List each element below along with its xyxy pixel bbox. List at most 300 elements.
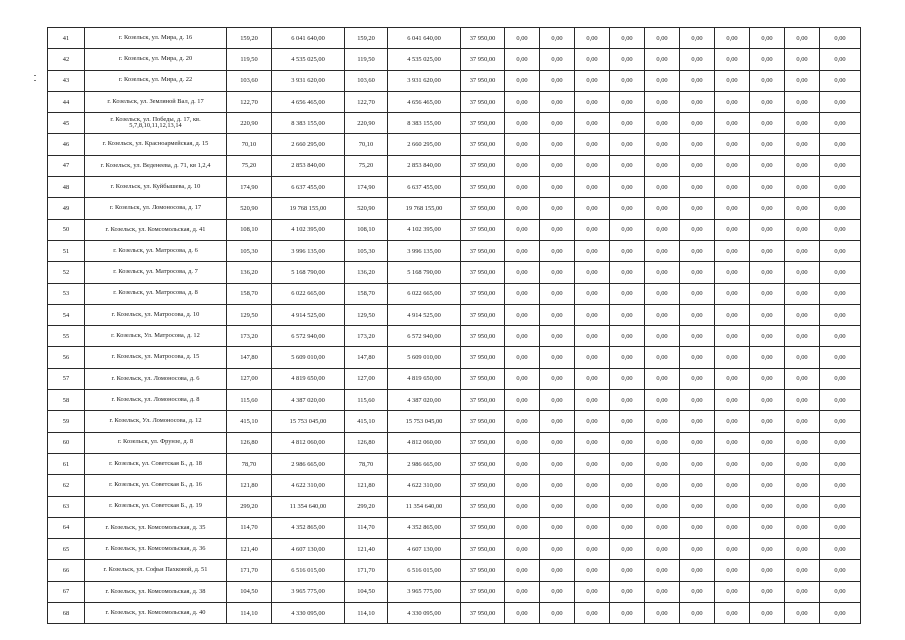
amount-cell: 0,00 xyxy=(505,304,540,325)
amount-cell: 0,00 xyxy=(715,453,750,474)
amount-cell: 0,00 xyxy=(645,347,680,368)
amount-cell: 0,00 xyxy=(505,70,540,91)
row-number-cell: 67 xyxy=(48,581,85,602)
amount-cell: 0,00 xyxy=(540,91,575,112)
area-cell: 104,50 xyxy=(227,581,272,602)
table-row xyxy=(48,390,861,411)
amount-cell: 0,00 xyxy=(540,496,575,517)
cost-cell: 4 812 060,00 xyxy=(388,432,461,453)
rate-cell: 37 950,00 xyxy=(461,603,505,624)
area-cell: 126,80 xyxy=(345,432,388,453)
amount-cell: 0,00 xyxy=(575,368,610,389)
amount-cell: 0,00 xyxy=(540,390,575,411)
cost-cell: 6 572 940,00 xyxy=(272,326,345,347)
rate-cell: 37 950,00 xyxy=(461,539,505,560)
cost-cell: 4 330 095,00 xyxy=(272,603,345,624)
amount-cell: 0,00 xyxy=(715,581,750,602)
amount-cell: 0,00 xyxy=(645,390,680,411)
amount-cell: 0,00 xyxy=(715,240,750,261)
cost-cell: 4 914 525,00 xyxy=(388,304,461,325)
amount-cell: 0,00 xyxy=(575,283,610,304)
row-number-cell: 62 xyxy=(48,475,85,496)
amount-cell: 0,00 xyxy=(750,113,785,134)
table-row xyxy=(48,411,861,432)
amount-cell: 0,00 xyxy=(610,411,645,432)
amount-cell: 0,00 xyxy=(785,134,820,155)
amount-cell: 0,00 xyxy=(645,49,680,70)
amount-cell: 0,00 xyxy=(540,560,575,581)
amount-cell: 0,00 xyxy=(505,113,540,134)
amount-cell: 0,00 xyxy=(610,603,645,624)
area-cell: 220,90 xyxy=(227,113,272,134)
area-cell: 415,10 xyxy=(345,411,388,432)
amount-cell: 0,00 xyxy=(645,155,680,176)
amount-cell: 0,00 xyxy=(820,368,861,389)
amount-cell: 0,00 xyxy=(715,49,750,70)
area-cell: 127,00 xyxy=(227,368,272,389)
cost-cell: 3 931 620,00 xyxy=(388,70,461,91)
area-cell: 108,10 xyxy=(345,219,388,240)
amount-cell: 0,00 xyxy=(715,496,750,517)
table-row xyxy=(48,368,861,389)
amount-cell: 0,00 xyxy=(645,262,680,283)
cost-cell: 3 996 135,00 xyxy=(388,240,461,261)
amount-cell: 0,00 xyxy=(715,475,750,496)
amount-cell: 0,00 xyxy=(575,603,610,624)
area-cell: 105,30 xyxy=(227,240,272,261)
amount-cell: 0,00 xyxy=(575,432,610,453)
cost-cell: 4 387 020,00 xyxy=(388,390,461,411)
amount-cell: 0,00 xyxy=(785,262,820,283)
cost-cell: 6 516 015,00 xyxy=(388,560,461,581)
cost-cell: 4 656 465,00 xyxy=(272,91,345,112)
area-cell: 75,20 xyxy=(345,155,388,176)
amount-cell: 0,00 xyxy=(505,219,540,240)
scan-mark xyxy=(34,80,36,81)
amount-cell: 0,00 xyxy=(785,198,820,219)
amount-cell: 0,00 xyxy=(680,475,715,496)
area-cell: 171,70 xyxy=(227,560,272,581)
cost-cell: 19 768 155,00 xyxy=(272,198,345,219)
cost-cell: 5 609 010,00 xyxy=(272,347,345,368)
cost-cell: 11 354 640,00 xyxy=(272,496,345,517)
amount-cell: 0,00 xyxy=(715,326,750,347)
amount-cell: 0,00 xyxy=(820,177,861,198)
area-cell: 220,90 xyxy=(345,113,388,134)
amount-cell: 0,00 xyxy=(645,91,680,112)
rate-cell: 37 950,00 xyxy=(461,219,505,240)
cost-cell: 6 516 015,00 xyxy=(272,560,345,581)
area-cell: 114,70 xyxy=(227,517,272,538)
amount-cell: 0,00 xyxy=(680,453,715,474)
amount-cell: 0,00 xyxy=(785,326,820,347)
rate-cell: 37 950,00 xyxy=(461,177,505,198)
amount-cell: 0,00 xyxy=(505,453,540,474)
amount-cell: 0,00 xyxy=(645,283,680,304)
rate-cell: 37 950,00 xyxy=(461,91,505,112)
amount-cell: 0,00 xyxy=(645,581,680,602)
row-number-cell: 48 xyxy=(48,177,85,198)
amount-cell: 0,00 xyxy=(820,539,861,560)
amount-cell: 0,00 xyxy=(645,177,680,198)
amount-cell: 0,00 xyxy=(750,517,785,538)
amount-cell: 0,00 xyxy=(680,368,715,389)
amount-cell: 0,00 xyxy=(680,347,715,368)
area-cell: 103,60 xyxy=(345,70,388,91)
amount-cell: 0,00 xyxy=(645,560,680,581)
rate-cell: 37 950,00 xyxy=(461,560,505,581)
amount-cell: 0,00 xyxy=(820,390,861,411)
amount-cell: 0,00 xyxy=(750,134,785,155)
amount-cell: 0,00 xyxy=(575,49,610,70)
amount-cell: 0,00 xyxy=(820,326,861,347)
amount-cell: 0,00 xyxy=(750,155,785,176)
area-cell: 103,60 xyxy=(227,70,272,91)
amount-cell: 0,00 xyxy=(680,560,715,581)
area-cell: 119,50 xyxy=(227,49,272,70)
row-number-cell: 47 xyxy=(48,155,85,176)
amount-cell: 0,00 xyxy=(750,28,785,49)
amount-cell: 0,00 xyxy=(645,240,680,261)
row-number-cell: 63 xyxy=(48,496,85,517)
row-number-cell: 56 xyxy=(48,347,85,368)
amount-cell: 0,00 xyxy=(645,134,680,155)
amount-cell: 0,00 xyxy=(575,560,610,581)
address-cell: г. Козельск, ул. Комсомольская, д. 38 xyxy=(85,581,227,602)
amount-cell: 0,00 xyxy=(680,198,715,219)
amount-cell: 0,00 xyxy=(785,91,820,112)
cost-cell: 3 996 135,00 xyxy=(272,240,345,261)
amount-cell: 0,00 xyxy=(645,475,680,496)
amount-cell: 0,00 xyxy=(540,539,575,560)
table-row xyxy=(48,198,861,219)
amount-cell: 0,00 xyxy=(750,70,785,91)
area-cell: 520,90 xyxy=(345,198,388,219)
amount-cell: 0,00 xyxy=(645,517,680,538)
amount-cell: 0,00 xyxy=(610,198,645,219)
row-number-cell: 52 xyxy=(48,262,85,283)
amount-cell: 0,00 xyxy=(680,91,715,112)
amount-cell: 0,00 xyxy=(750,581,785,602)
amount-cell: 0,00 xyxy=(750,475,785,496)
amount-cell: 0,00 xyxy=(680,539,715,560)
amount-cell: 0,00 xyxy=(645,432,680,453)
amount-cell: 0,00 xyxy=(645,603,680,624)
rate-cell: 37 950,00 xyxy=(461,517,505,538)
amount-cell: 0,00 xyxy=(575,496,610,517)
amount-cell: 0,00 xyxy=(645,496,680,517)
amount-cell: 0,00 xyxy=(505,283,540,304)
amount-cell: 0,00 xyxy=(750,283,785,304)
amount-cell: 0,00 xyxy=(680,283,715,304)
area-cell: 114,10 xyxy=(227,603,272,624)
amount-cell: 0,00 xyxy=(785,304,820,325)
address-cell: г. Козельск, ул. Красноармейская, д. 15 xyxy=(85,134,227,155)
amount-cell: 0,00 xyxy=(715,177,750,198)
amount-cell: 0,00 xyxy=(680,177,715,198)
rate-cell: 37 950,00 xyxy=(461,198,505,219)
amount-cell: 0,00 xyxy=(785,283,820,304)
amount-cell: 0,00 xyxy=(680,49,715,70)
table-row xyxy=(48,304,861,325)
amount-cell: 0,00 xyxy=(505,134,540,155)
amount-cell: 0,00 xyxy=(715,347,750,368)
address-cell: г. Козельск, ул. Матросова, д. 6 xyxy=(85,240,227,261)
address-cell: г. Козельск, ул. Советская Б., д. 19 xyxy=(85,496,227,517)
amount-cell: 0,00 xyxy=(680,581,715,602)
area-cell: 105,30 xyxy=(345,240,388,261)
amount-cell: 0,00 xyxy=(680,517,715,538)
cost-cell: 2 660 295,00 xyxy=(272,134,345,155)
area-cell: 415,10 xyxy=(227,411,272,432)
cost-cell: 2 986 665,00 xyxy=(272,453,345,474)
row-number-cell: 53 xyxy=(48,283,85,304)
area-cell: 119,50 xyxy=(345,49,388,70)
amount-cell: 0,00 xyxy=(610,28,645,49)
amount-cell: 0,00 xyxy=(680,496,715,517)
amount-cell: 0,00 xyxy=(645,113,680,134)
cost-cell: 6 637 455,00 xyxy=(388,177,461,198)
amount-cell: 0,00 xyxy=(680,432,715,453)
amount-cell: 0,00 xyxy=(820,70,861,91)
amount-cell: 0,00 xyxy=(680,603,715,624)
amount-cell: 0,00 xyxy=(820,219,861,240)
area-cell: 122,70 xyxy=(345,91,388,112)
amount-cell: 0,00 xyxy=(820,496,861,517)
amount-cell: 0,00 xyxy=(575,219,610,240)
cost-cell: 19 768 155,00 xyxy=(388,198,461,219)
cost-cell: 4 607 130,00 xyxy=(388,539,461,560)
cost-cell: 3 931 620,00 xyxy=(272,70,345,91)
area-cell: 158,70 xyxy=(227,283,272,304)
address-cell: г. Козельск, ул. Советская Б., д. 16 xyxy=(85,475,227,496)
amount-cell: 0,00 xyxy=(680,390,715,411)
amount-cell: 0,00 xyxy=(820,28,861,49)
amount-cell: 0,00 xyxy=(540,581,575,602)
area-cell: 159,20 xyxy=(227,28,272,49)
area-cell: 299,20 xyxy=(345,496,388,517)
amount-cell: 0,00 xyxy=(575,475,610,496)
amount-cell: 0,00 xyxy=(785,411,820,432)
amount-cell: 0,00 xyxy=(505,432,540,453)
row-number-cell: 43 xyxy=(48,70,85,91)
rate-cell: 37 950,00 xyxy=(461,453,505,474)
area-cell: 173,20 xyxy=(227,326,272,347)
row-number-cell: 57 xyxy=(48,368,85,389)
table-row xyxy=(48,177,861,198)
area-cell: 136,20 xyxy=(345,262,388,283)
amount-cell: 0,00 xyxy=(820,347,861,368)
area-cell: 126,80 xyxy=(227,432,272,453)
amount-cell: 0,00 xyxy=(750,432,785,453)
cost-cell: 3 965 775,00 xyxy=(272,581,345,602)
amount-cell: 0,00 xyxy=(680,134,715,155)
amount-cell: 0,00 xyxy=(715,262,750,283)
row-number-cell: 51 xyxy=(48,240,85,261)
amount-cell: 0,00 xyxy=(820,560,861,581)
cost-cell: 4 812 060,00 xyxy=(272,432,345,453)
row-number-cell: 59 xyxy=(48,411,85,432)
amount-cell: 0,00 xyxy=(750,390,785,411)
area-cell: 121,80 xyxy=(345,475,388,496)
table-row xyxy=(48,432,861,453)
row-number-cell: 41 xyxy=(48,28,85,49)
rate-cell: 37 950,00 xyxy=(461,28,505,49)
amount-cell: 0,00 xyxy=(680,70,715,91)
amount-cell: 0,00 xyxy=(715,390,750,411)
amount-cell: 0,00 xyxy=(540,326,575,347)
amount-cell: 0,00 xyxy=(680,28,715,49)
area-cell: 70,10 xyxy=(227,134,272,155)
address-cell: г. Козельск, ул. Комсомольская, д. 36 xyxy=(85,539,227,560)
amount-cell: 0,00 xyxy=(750,240,785,261)
amount-cell: 0,00 xyxy=(680,326,715,347)
amount-cell: 0,00 xyxy=(540,603,575,624)
amount-cell: 0,00 xyxy=(645,453,680,474)
rate-cell: 37 950,00 xyxy=(461,368,505,389)
amount-cell: 0,00 xyxy=(820,304,861,325)
table-row xyxy=(48,134,861,155)
address-cell: г. Козельск, ул. Мира, д. 20 xyxy=(85,49,227,70)
address-cell: г. Козельск, ул. Ломоносова, д. 6 xyxy=(85,368,227,389)
amount-cell: 0,00 xyxy=(505,539,540,560)
amount-cell: 0,00 xyxy=(820,262,861,283)
amount-cell: 0,00 xyxy=(505,198,540,219)
address-cell: г. Козельск, ул. Мира, д. 16 xyxy=(85,28,227,49)
amount-cell: 0,00 xyxy=(575,177,610,198)
amount-cell: 0,00 xyxy=(750,603,785,624)
table-row xyxy=(48,283,861,304)
amount-cell: 0,00 xyxy=(540,198,575,219)
cost-cell: 6 022 665,00 xyxy=(272,283,345,304)
cost-cell: 2 853 840,00 xyxy=(388,155,461,176)
amount-cell: 0,00 xyxy=(820,155,861,176)
rate-cell: 37 950,00 xyxy=(461,581,505,602)
amount-cell: 0,00 xyxy=(820,453,861,474)
row-number-cell: 44 xyxy=(48,91,85,112)
row-number-cell: 49 xyxy=(48,198,85,219)
amount-cell: 0,00 xyxy=(785,539,820,560)
row-number-cell: 65 xyxy=(48,539,85,560)
amount-cell: 0,00 xyxy=(680,155,715,176)
area-cell: 159,20 xyxy=(345,28,388,49)
area-cell: 78,70 xyxy=(345,453,388,474)
cost-cell: 4 535 025,00 xyxy=(272,49,345,70)
amount-cell: 0,00 xyxy=(750,496,785,517)
amount-cell: 0,00 xyxy=(575,304,610,325)
table-row xyxy=(48,262,861,283)
amount-cell: 0,00 xyxy=(785,219,820,240)
amount-cell: 0,00 xyxy=(505,155,540,176)
amount-cell: 0,00 xyxy=(645,198,680,219)
amount-cell: 0,00 xyxy=(820,603,861,624)
amount-cell: 0,00 xyxy=(750,177,785,198)
amount-cell: 0,00 xyxy=(750,326,785,347)
amount-cell: 0,00 xyxy=(610,390,645,411)
amount-cell: 0,00 xyxy=(540,411,575,432)
amount-cell: 0,00 xyxy=(715,134,750,155)
area-cell: 114,10 xyxy=(345,603,388,624)
amount-cell: 0,00 xyxy=(540,432,575,453)
area-cell: 114,70 xyxy=(345,517,388,538)
amount-cell: 0,00 xyxy=(645,411,680,432)
amount-cell: 0,00 xyxy=(680,411,715,432)
amount-cell: 0,00 xyxy=(785,240,820,261)
amount-cell: 0,00 xyxy=(610,177,645,198)
cost-cell: 4 607 130,00 xyxy=(272,539,345,560)
rate-cell: 37 950,00 xyxy=(461,390,505,411)
area-cell: 121,40 xyxy=(345,539,388,560)
amount-cell: 0,00 xyxy=(610,49,645,70)
amount-cell: 0,00 xyxy=(540,113,575,134)
address-cell: г. Козельск, ул. Комсомольская, д. 40 xyxy=(85,603,227,624)
amount-cell: 0,00 xyxy=(785,496,820,517)
row-number-cell: 45 xyxy=(48,113,85,134)
table-row xyxy=(48,155,861,176)
amount-cell: 0,00 xyxy=(680,262,715,283)
area-cell: 121,80 xyxy=(227,475,272,496)
amount-cell: 0,00 xyxy=(785,517,820,538)
amount-cell: 0,00 xyxy=(645,368,680,389)
amount-cell: 0,00 xyxy=(680,240,715,261)
amount-cell: 0,00 xyxy=(750,262,785,283)
rate-cell: 37 950,00 xyxy=(461,113,505,134)
amount-cell: 0,00 xyxy=(575,28,610,49)
amount-cell: 0,00 xyxy=(715,283,750,304)
amount-cell: 0,00 xyxy=(785,453,820,474)
amount-cell: 0,00 xyxy=(505,91,540,112)
amount-cell: 0,00 xyxy=(715,91,750,112)
area-cell: 520,90 xyxy=(227,198,272,219)
amount-cell: 0,00 xyxy=(785,113,820,134)
cost-cell: 4 535 025,00 xyxy=(388,49,461,70)
rate-cell: 37 950,00 xyxy=(461,411,505,432)
amount-cell: 0,00 xyxy=(575,198,610,219)
row-number-cell: 61 xyxy=(48,453,85,474)
amount-cell: 0,00 xyxy=(575,390,610,411)
table-body xyxy=(48,28,861,624)
cost-cell: 5 168 790,00 xyxy=(388,262,461,283)
amount-cell: 0,00 xyxy=(575,326,610,347)
rate-cell: 37 950,00 xyxy=(461,496,505,517)
cost-cell: 6 041 640,00 xyxy=(272,28,345,49)
table-row xyxy=(48,28,861,49)
amount-cell: 0,00 xyxy=(610,453,645,474)
area-cell: 171,70 xyxy=(345,560,388,581)
area-cell: 174,90 xyxy=(227,177,272,198)
cost-cell: 4 102 395,00 xyxy=(272,219,345,240)
table-row xyxy=(48,517,861,538)
amount-cell: 0,00 xyxy=(820,411,861,432)
amount-cell: 0,00 xyxy=(540,283,575,304)
address-cell: г. Козельск, ул. Ломоносова, д. 17 xyxy=(85,198,227,219)
cost-cell: 4 914 525,00 xyxy=(272,304,345,325)
amount-cell: 0,00 xyxy=(540,262,575,283)
row-number-cell: 66 xyxy=(48,560,85,581)
amount-cell: 0,00 xyxy=(540,49,575,70)
amount-cell: 0,00 xyxy=(575,113,610,134)
amount-cell: 0,00 xyxy=(715,113,750,134)
amount-cell: 0,00 xyxy=(785,475,820,496)
cost-cell: 4 622 310,00 xyxy=(388,475,461,496)
address-cell: г. Козельск, ул. Комсомольская, д. 41 xyxy=(85,219,227,240)
row-number-cell: 46 xyxy=(48,134,85,155)
amount-cell: 0,00 xyxy=(715,70,750,91)
amount-cell: 0,00 xyxy=(505,581,540,602)
area-cell: 121,40 xyxy=(227,539,272,560)
area-cell: 115,60 xyxy=(227,390,272,411)
rate-cell: 37 950,00 xyxy=(461,70,505,91)
